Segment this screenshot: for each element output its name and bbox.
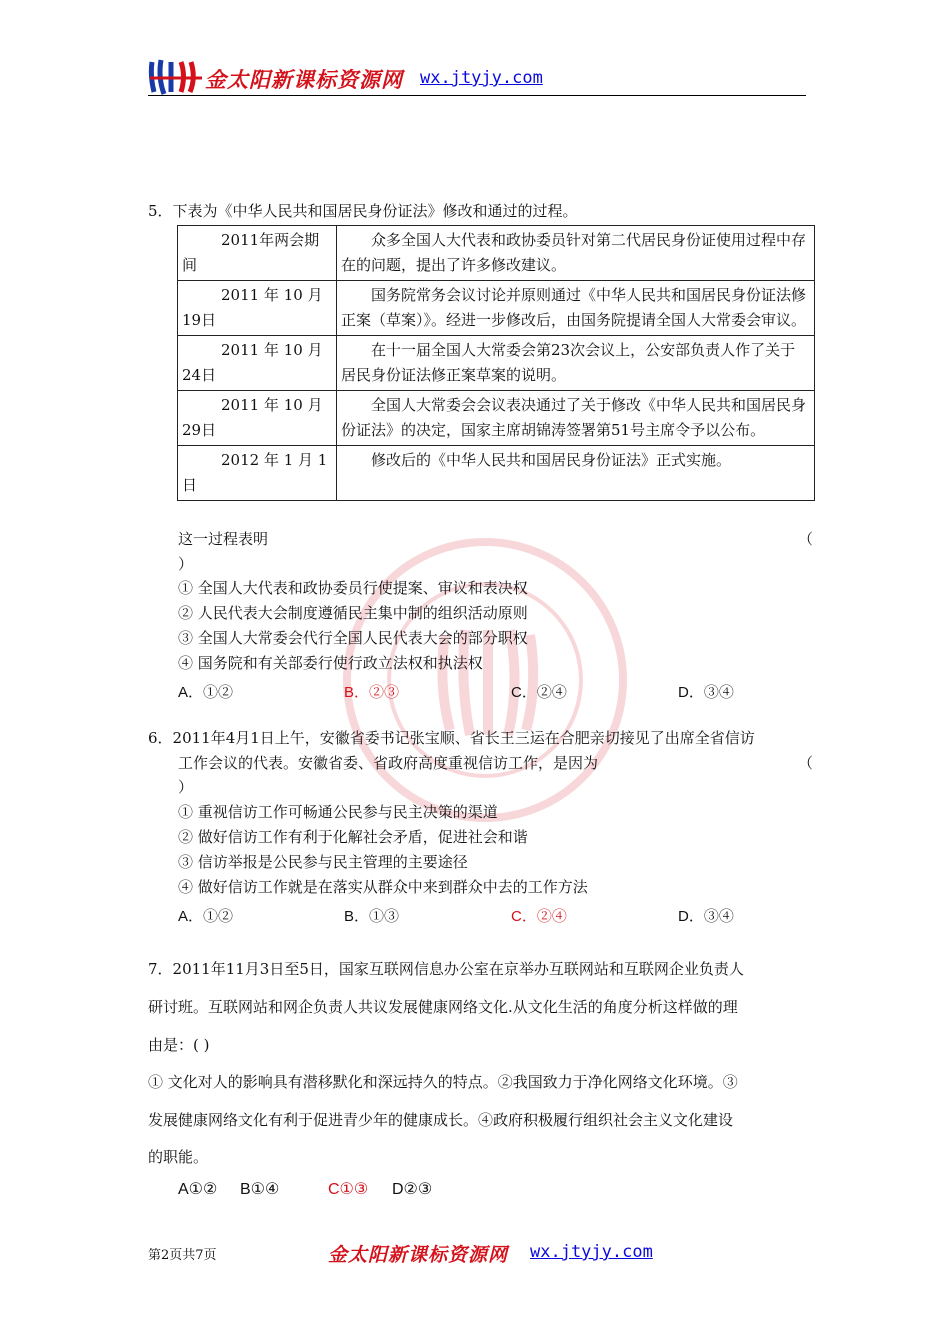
q7-option-c[interactable]: C①③ — [328, 1181, 369, 1198]
table-cell-event: 国务院常务会议讨论并原则通过《中华人民共和国居民身份证法修正案（草案）》。经进一步修改后，由国务院提请全国人大常委会审议。 — [337, 281, 815, 336]
site-logo-icon — [148, 52, 204, 100]
q6-stem-line2: 工作会议的代表。安徽省委、省政府高度重视信访工作，是因为 — [178, 754, 599, 772]
q6-paren-close: ） — [178, 778, 194, 796]
q6-paren-open: （ — [798, 754, 814, 772]
table-cell-event: 在十一届全国人大常委会第23次会议上，公安部负责人作了关于居民身份证法修正案草案的说明。 — [337, 336, 815, 391]
table-row — [178, 281, 815, 336]
table-cell-date: 2011 年 10 月29日 — [178, 391, 337, 446]
q6-stem-line1: 6．2011年4月1日上午，安徽省委书记张宝顺、省长王三运在合肥亲切接见了出席全省信访 — [148, 729, 755, 747]
q6-option-b[interactable]: B．①③ — [344, 908, 400, 925]
q5-item-4: ④ 国务院和有关部委行使行政立法权和执法权 — [178, 654, 483, 672]
table-cell-event: 全国人大常委会会议表决通过了关于修改《中华人民共和国居民身份证法》的决定，国家主席胡锦涛签署第51号主席令予以公布。 — [337, 391, 815, 446]
q7-line-6: 的职能。 — [148, 1148, 209, 1166]
q5-paren-open: （ — [798, 530, 814, 548]
q5-paren-close: ） — [178, 555, 194, 573]
q5-stem: 5．下表为《中华人民共和国居民身份证法》修改和通过的过程。 — [148, 202, 578, 220]
table-row — [178, 226, 815, 281]
q6-item-4: ④ 做好信访工作就是在落实从群众中来到群众中去的工作方法 — [178, 878, 588, 896]
q5-option-b[interactable]: B．②③ — [344, 684, 400, 701]
q6-option-a[interactable]: A．①② — [178, 908, 234, 925]
q6-option-c[interactable]: C．②④ — [511, 908, 567, 925]
table-row — [178, 446, 815, 501]
q7-line-4: ① 文化对人的影响具有潜移默化和深远持久的特点。②我国致力于净化网络文化环境。③ — [148, 1073, 738, 1091]
footer-url-link[interactable]: wx.jtyjy.com — [530, 1242, 653, 1262]
header-brand: 金太阳新课标资源网 — [205, 68, 403, 92]
q6-item-2: ② 做好信访工作有利于化解社会矛盾，促进社会和谐 — [178, 828, 528, 846]
q7-line-3: 由是：( ) — [148, 1036, 210, 1054]
q7-option-d[interactable]: D②③ — [392, 1181, 433, 1198]
table-cell-event: 修改后的《中华人民共和国居民身份证法》正式实施。 — [337, 446, 815, 501]
table-row — [178, 391, 815, 446]
table-cell-date: 2011年两会期间 — [178, 226, 337, 281]
q6-item-3: ③ 信访举报是公民参与民主管理的主要途径 — [178, 853, 468, 871]
q5-option-c[interactable]: C．②④ — [511, 684, 567, 701]
header-rule — [148, 95, 806, 96]
footer-page-number: 第2页共7页 — [148, 1248, 217, 1263]
q6-item-1: ① 重视信访工作可畅通公民参与民主决策的渠道 — [178, 803, 498, 821]
footer-brand: 金太阳新课标资源网 — [328, 1244, 509, 1266]
header-url-link[interactable]: wx.jtyjy.com — [420, 68, 543, 88]
q5-option-a[interactable]: A．①② — [178, 684, 234, 701]
q7-option-b[interactable]: B①④ — [240, 1181, 280, 1198]
table-cell-event: 众多全国人大代表和政协委员针对第二代居民身份证使用过程中存在的问题，提出了许多修改建议。 — [337, 226, 815, 281]
q5-item-2: ② 人民代表大会制度遵循民主集中制的组织活动原则 — [178, 604, 528, 622]
table-cell-date: 2011 年 10 月24日 — [178, 336, 337, 391]
q6-option-d[interactable]: D．③④ — [678, 908, 734, 925]
q7-line-1: 7．2011年11月3日至5日，国家互联网信息办公室在京举办互联网站和互联网企业负责人 — [148, 960, 744, 978]
table-cell-date: 2012 年 1 月 1日 — [178, 446, 337, 501]
q5-item-1: ① 全国人大代表和政协委员行使提案、审议和表决权 — [178, 579, 528, 597]
q5-option-d[interactable]: D．③④ — [678, 684, 734, 701]
q7-line-5: 发展健康网络文化有利于促进青少年的健康成长。④政府积极履行组织社会主义文化建设 — [148, 1111, 734, 1129]
q5-prompt: 这一过程表明 — [178, 530, 269, 548]
table-row — [178, 336, 815, 391]
q7-option-a[interactable]: A①② — [178, 1181, 218, 1198]
q7-line-2: 研讨班。互联网站和网企负责人共议发展健康网络文化.从文化生活的角度分析这样做的理 — [148, 998, 738, 1016]
table-cell-date: 2011 年 10 月19日 — [178, 281, 337, 336]
q5-process-table — [177, 225, 815, 501]
q5-item-3: ③ 全国人大常委会代行全国人民代表大会的部分职权 — [178, 629, 528, 647]
